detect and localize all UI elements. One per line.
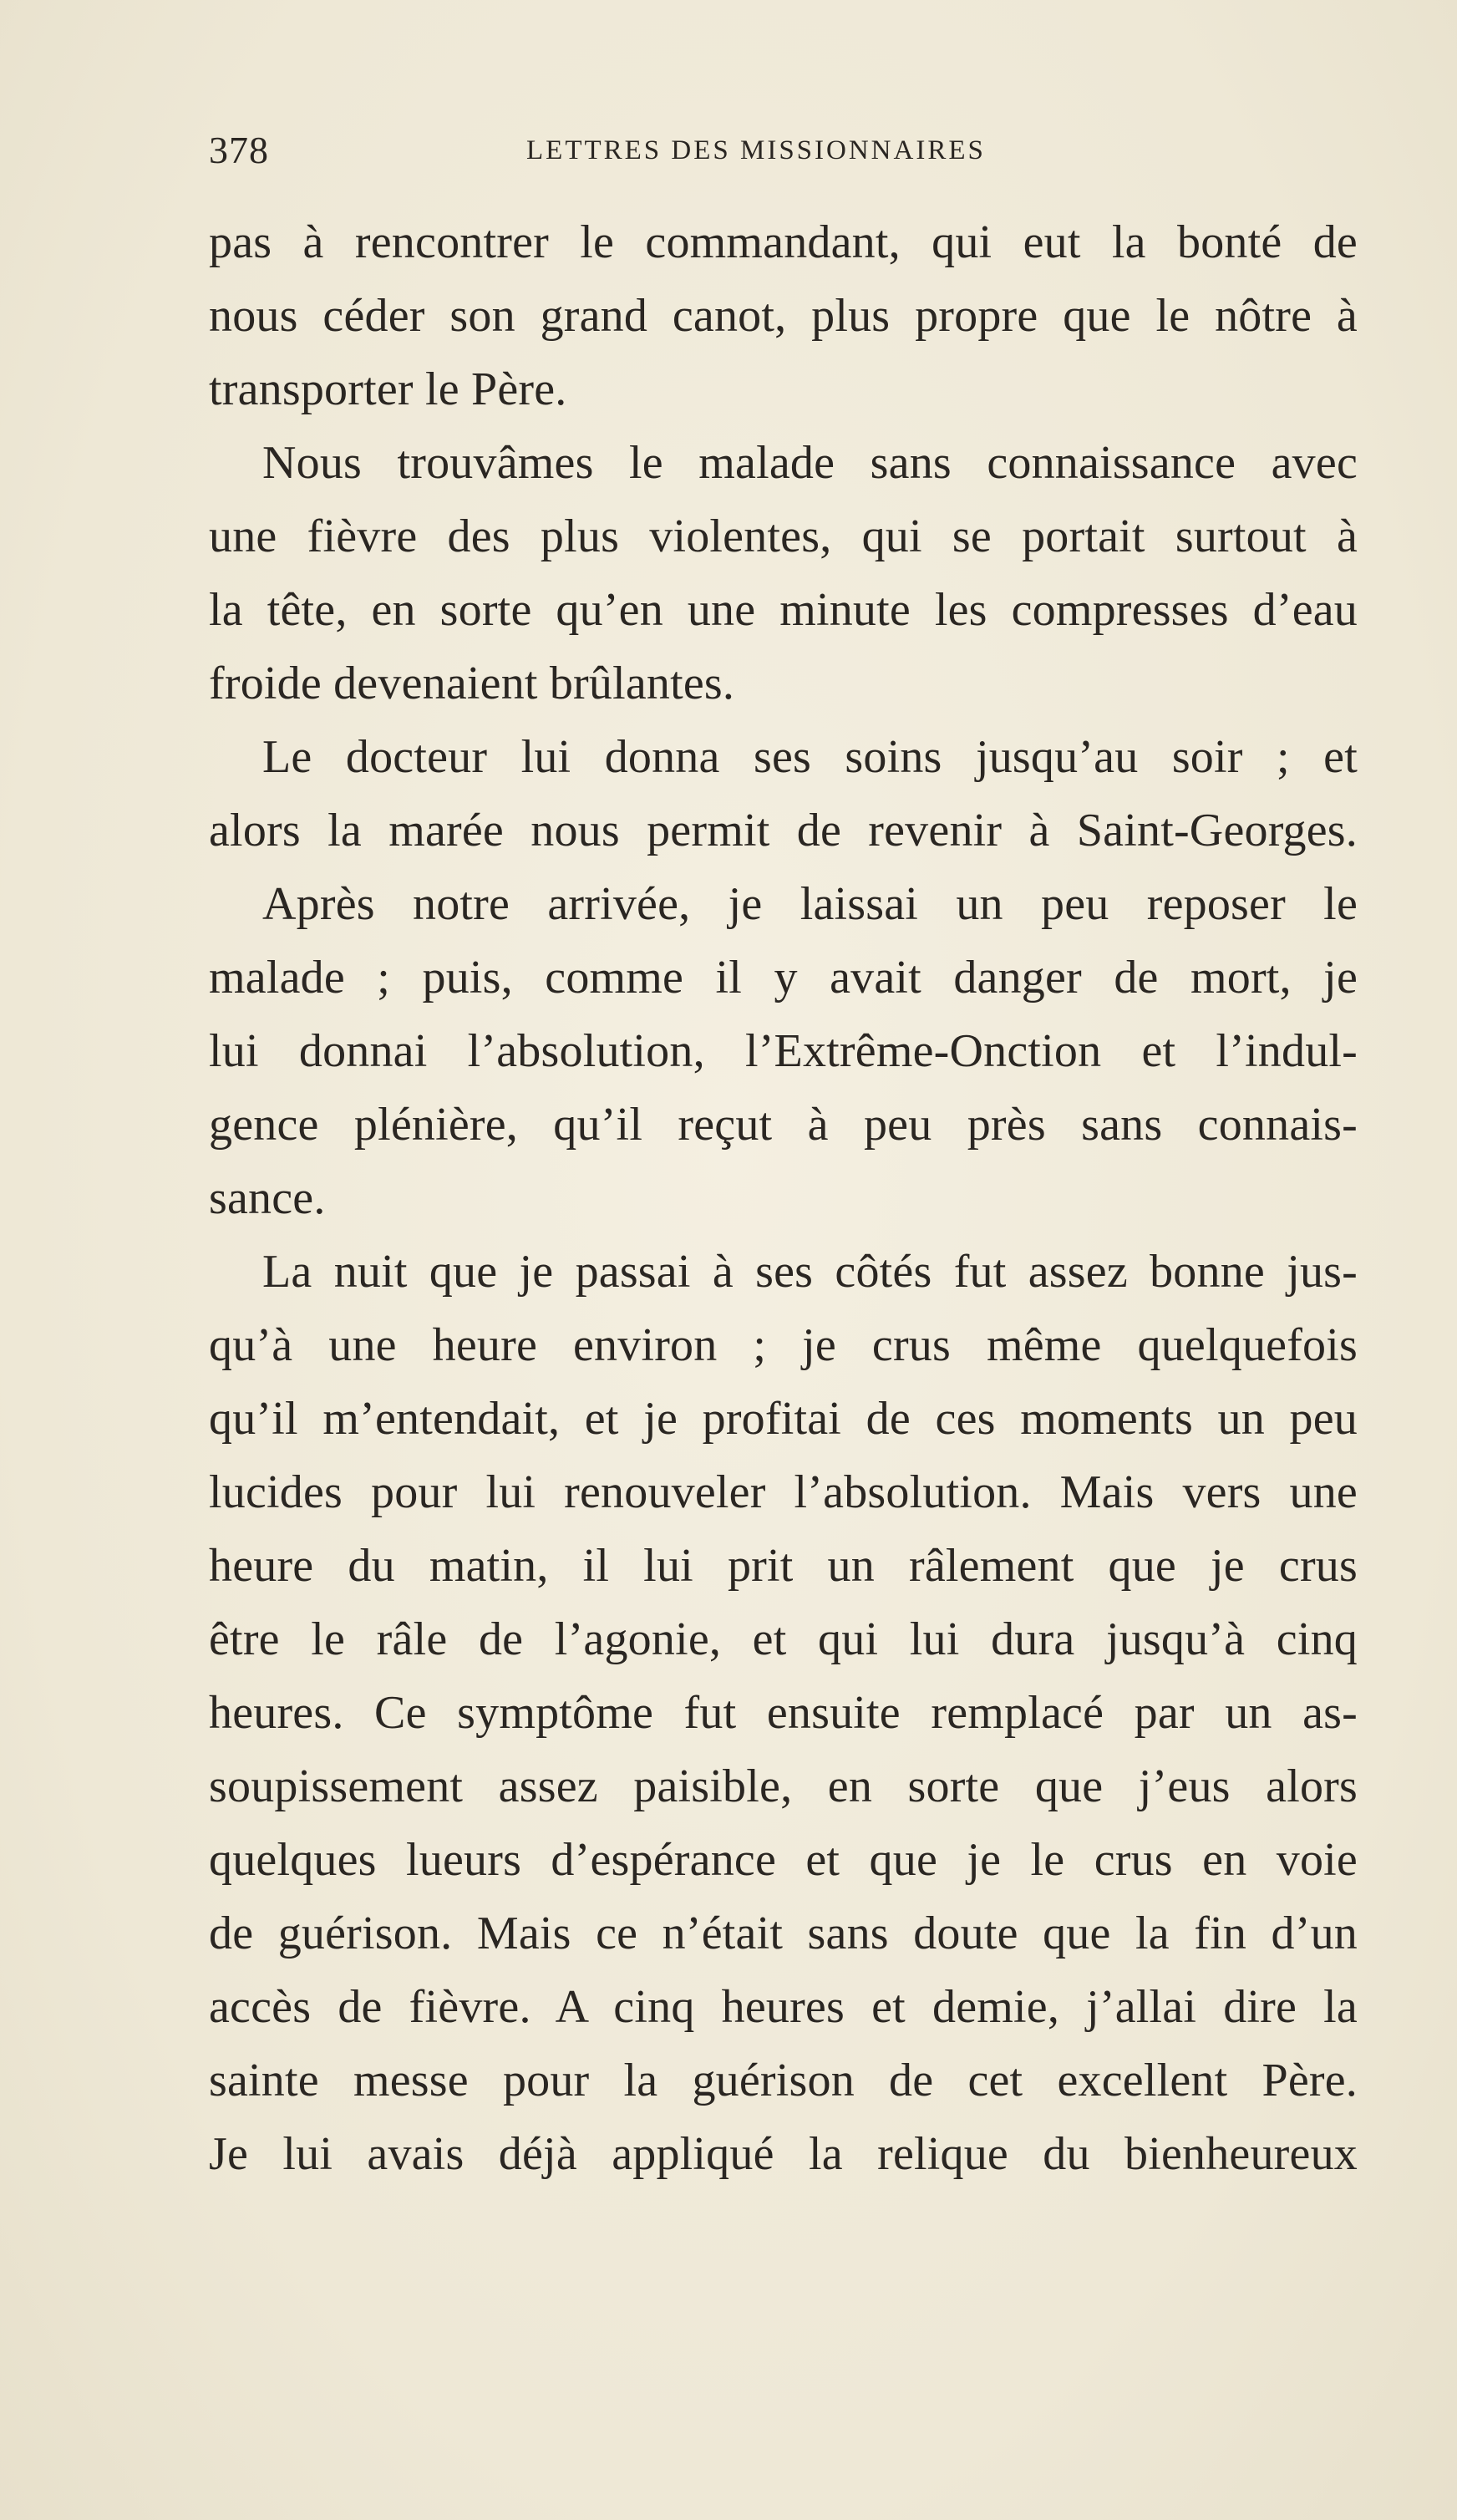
text-line: Le docteur lui donna ses soins jusqu’au soir ; et bbox=[262, 731, 1358, 783]
text-line: qu’à une heure environ ; je crus même quelquefois bbox=[209, 1319, 1358, 1371]
text-line: sance. bbox=[209, 1172, 326, 1224]
text-line: de guérison. Mais ce n’était sans doute que la fin d’un bbox=[209, 1908, 1358, 1959]
text-line: Je lui avais déjà appliqué la relique du bienheureux bbox=[209, 2128, 1358, 2180]
text-line: qu’il m’entendait, et je profitai de ces moments un peu bbox=[209, 1393, 1358, 1445]
paragraph-3 bbox=[209, 720, 1358, 867]
body-text bbox=[209, 206, 1358, 2191]
paragraph-1 bbox=[209, 206, 1358, 426]
text-line: soupissement assez paisible, en sorte que j’eus alors bbox=[209, 1760, 1358, 1812]
text-line: Après notre arrivée, je laissai un peu reposer le bbox=[262, 878, 1358, 930]
text-line: heure du matin, il lui prit un râlement que je crus bbox=[209, 1540, 1358, 1592]
text-line: accès de fièvre. A cinq heures et demie, j’allai dire la bbox=[209, 1981, 1358, 2033]
text-line: sainte messe pour la guérison de cet excellent Père. bbox=[209, 2055, 1358, 2106]
text-line: quelques lueurs d’espérance et que je le crus en voie bbox=[209, 1834, 1358, 1886]
paragraph-2 bbox=[209, 426, 1358, 720]
text-line: transporter le Père. bbox=[209, 363, 567, 415]
text-line: La nuit que je passai à ses côtés fut assez bonne jus- bbox=[262, 1246, 1358, 1298]
text-line: froide devenaient brûlantes. bbox=[209, 658, 735, 709]
text-line: alors la marée nous permit de revenir à Saint-Georges. bbox=[209, 805, 1358, 856]
text-line: nous céder son grand canot, plus propre que le nôtre à bbox=[209, 290, 1358, 342]
text-line: gence plénière, qu’il reçut à peu près sans connais- bbox=[209, 1099, 1358, 1151]
paragraph-5 bbox=[209, 1235, 1358, 2191]
text-line: malade ; puis, comme il y avait danger de mort, je bbox=[209, 952, 1358, 1003]
text-line: lui donnai l’absolution, l’Extrême-Onction et l’indul- bbox=[209, 1025, 1358, 1077]
text-line: lucides pour lui renouveler l’absolution. Mais vers une bbox=[209, 1466, 1358, 1518]
text-line: être le râle de l’agonie, et qui lui dura jusqu’à cinq bbox=[209, 1613, 1358, 1665]
page-number: 378 bbox=[209, 129, 269, 171]
running-head: LETTRES DES MISSIONNAIRES bbox=[526, 135, 986, 165]
text-line: la tête, en sorte qu’en une minute les compresses d’eau bbox=[209, 584, 1358, 636]
text-line: pas à rencontrer le commandant, qui eut la bonté de bbox=[209, 216, 1358, 268]
page-header bbox=[209, 125, 1358, 175]
text-line: heures. Ce symptôme fut ensuite remplacé par un as- bbox=[209, 1687, 1358, 1739]
text-line: une fièvre des plus violentes, qui se portait surtout à bbox=[209, 511, 1358, 562]
text-line: Nous trouvâmes le malade sans connaissance avec bbox=[262, 437, 1358, 489]
paragraph-4 bbox=[209, 867, 1358, 1235]
